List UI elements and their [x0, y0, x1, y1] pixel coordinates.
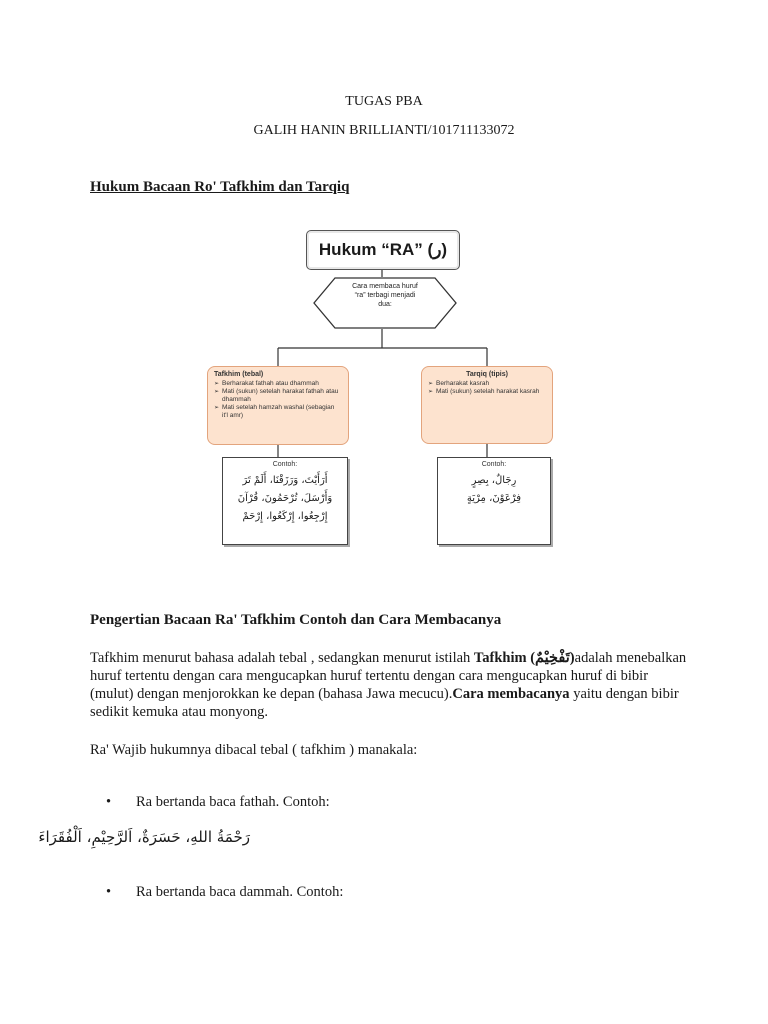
tarqiq-box — [421, 366, 553, 444]
paragraph-text: Tafkhim menurut bahasa adalah tebal , sedangkan menurut istilah — [90, 650, 474, 666]
contoh-arabic-line: وَأَرْسَلَ، تُرْحَمُونَ، قُرْآنَ — [237, 493, 333, 504]
tafkhim-item: ➢ Mati setelah hamzah washal (sebagian it'l amr) — [214, 404, 342, 420]
tafkhim-item: ➢ Berharakat fathah atau dhammah — [214, 380, 342, 388]
cara-membacanya-label: Cara membacanya — [452, 686, 570, 702]
diagram-title: Hukum “RA” (ر) — [318, 240, 448, 259]
contoh-title: Contoh: — [272, 461, 298, 468]
list-item-text: Ra bertanda baca fathah. Contoh: — [136, 794, 330, 810]
tafkhim-title: Tafkhim (tebal) — [214, 371, 264, 378]
contoh-tafkhim-box — [222, 457, 348, 545]
paragraph-text: yaitu dengan bibir sedikit kemuka atau monyong. — [90, 686, 679, 720]
tarqiq-title: Tarqiq (tipis) — [466, 371, 508, 378]
bullet-icon: • — [106, 884, 112, 900]
contoh-title: Contoh: — [481, 461, 507, 468]
tarqiq-item: ➢ Mati (sukun) setelah harakat kasrah — [428, 388, 546, 396]
hexagon-text — [313, 282, 457, 309]
section-title: Pengertian Bacaan Ra' Tafkhim Contoh dan Cara Membacanya — [90, 612, 502, 628]
tafkhim-item: ➢ Mati (sukun) setelah harakat fathah atau dhammah — [214, 388, 342, 404]
section-heading: Hukum Bacaan Ro' Tafkhim dan Tarqiq — [90, 179, 350, 195]
contoh-arabic-line: إِرْجِعُوا، إِرْكَعُوا، إِرْحَمْ — [242, 511, 328, 522]
hex-line: dua: — [378, 301, 392, 308]
document-title: TUGAS PBA — [345, 94, 423, 109]
tarqiq-item: ➢ Berharakat kasrah — [428, 380, 546, 388]
list-item-text: Ra bertanda baca dammah. Contoh: — [136, 884, 344, 900]
bullet-icon: • — [106, 794, 112, 810]
tafkhim-term: Tafkhim (تَفْخِيْمٌ) — [473, 650, 575, 666]
tafkhim-box — [207, 366, 349, 445]
hex-line: Cara membaca huruf — [352, 283, 418, 290]
paragraph-text: adalah menebalkan huruf tertentu dengan cara mengucapkan huruf tertentu dengan cara mengucapkan huruf di bibir (mulut) dengan menjorokkan ke depan (bahasa Jawa mecucu). — [90, 650, 687, 702]
arabic-example: رَحْمَةُ اللهِ، حَسَرَةٌ، اَلرَّحِيْمِ، اَلْفُقَرَاءَ — [38, 828, 250, 846]
wajib-paragraph: Ra' Wajib hukumnya dibacal tebal ( tafkhim ) manakala: — [90, 742, 418, 758]
contoh-arabic-line: أَرَأَيْتَ، وَرَزَقْنَا، أَلَمْ تَرَ — [242, 475, 328, 486]
contoh-tarqiq-box — [437, 457, 551, 545]
contoh-arabic-line: رِجَالٌ، بِصِرٍ — [471, 475, 517, 486]
contoh-arabic-line: فِرْعَوْنَ، مِرْيَةٍ — [466, 493, 522, 504]
hukum-ra-diagram — [205, 228, 561, 548]
diagram-title-box — [306, 230, 460, 270]
hex-line: “ra” terbagi menjadi — [354, 292, 416, 299]
author-line: GALIH HANIN BRILLIANTI/101711133072 — [253, 123, 515, 138]
tafkhim-paragraph — [90, 649, 690, 721]
